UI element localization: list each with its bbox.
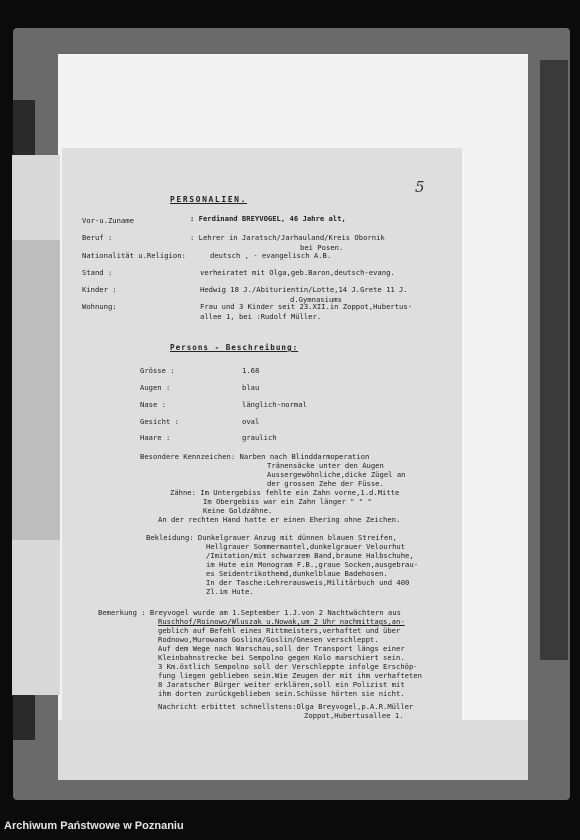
page-number: 5	[415, 178, 425, 196]
field-value: : Lehrer in Jaratsch/Jarhauland/Kreis Obornik	[190, 233, 385, 242]
remark-line: fung liegen geblieben sein.Wie Zeugen der mit ihm verhafteten	[158, 671, 422, 680]
right-binding	[540, 60, 568, 660]
desc-label: Grösse :	[140, 366, 175, 375]
field-value: bei Posen.	[300, 243, 344, 252]
field-label: Wohnung:	[82, 302, 117, 311]
remark-line: Bemerkung : Breyvogel wurde am 1.September 1.J.von 2 Nachtwächtern aus	[98, 608, 401, 617]
desc-label: Nase :	[140, 400, 166, 409]
description-title: Persons - Beschreibung:	[170, 343, 299, 352]
marks-line: An der rechten Hand hatte er einen Ehering ohne Zeichen.	[158, 515, 401, 524]
marks-line: Besondere Kennzeichen: Narben nach Blinddarmoperation	[140, 452, 370, 461]
document-title: PERSONALIEN.	[170, 195, 247, 204]
clothing-line: In der Tasche:Lehrerausweis,Militärbuch und 400	[206, 578, 410, 587]
bottom-sheet-edge	[58, 720, 528, 780]
remark-line: geblich auf Befehl eines Rittmeisters,verhaftet und über	[158, 626, 401, 635]
closing-line: Zoppot,Hubertusallee 1.	[304, 711, 404, 720]
desc-value: 1.68	[242, 366, 260, 375]
archive-credit: Archiwum Państwowe w Poznaniu	[4, 820, 184, 832]
marks-line: der grossen Zehe der Füsse.	[267, 479, 384, 488]
field-label: Nationalität u.Religion:	[82, 251, 186, 260]
remark-line: ihm dorten zurückgeblieben sein.Schüsse hörten sie nicht.	[158, 689, 405, 698]
desc-value: länglich-normal	[242, 400, 307, 409]
remark-line: 3 Km.östlich Sempolno soll der Verschleppte infolge Erschöp-	[158, 662, 418, 671]
remark-line: Kleinbahnstrecke bei Sempolno gegen Kolo marschiert sein.	[158, 653, 405, 662]
field-value: allee 1, bei :Rudolf Müller.	[200, 312, 322, 321]
field-label: Kinder :	[82, 285, 117, 294]
field-value: d.Gymnasiums	[290, 295, 342, 304]
field-label: Stand :	[82, 268, 113, 277]
remark-line: Rodnowo,Murowana Goslina/Goslin/Gnesen verschleppt.	[158, 635, 379, 644]
desc-value: graulich	[242, 433, 277, 442]
remark-line: 8 Jaratscher Bürger weiter erklären,soll ein Polizist mit	[158, 680, 405, 689]
marks-line: Im Obergebiss war ein Zahn länger " " "	[203, 497, 372, 506]
marks-line: Tränensäcke unter den Augen	[267, 461, 384, 470]
left-paper-strip-inner	[12, 240, 60, 540]
desc-value: blau	[242, 383, 260, 392]
clothing-line: /Imitation/mit schwarzem Band,braune Halbschuhe,	[206, 551, 414, 560]
field-label: Vor-u.Zuname	[82, 216, 134, 225]
marks-line: Keine Goldzähne.	[203, 506, 273, 515]
desc-label: Augen :	[140, 383, 171, 392]
field-label: Beruf :	[82, 233, 113, 242]
clothing-line: Bekleidung: Dunkelgrauer Anzug mit dünnen blauen Streifen,	[146, 533, 397, 542]
field-value: verheiratet mit Olga,geb.Baron,deutsch-evang.	[200, 268, 395, 277]
field-value: : Ferdinand BREYVOGEL, 46 Jahre alt,	[190, 214, 346, 223]
clothing-line: Zl.im Hute.	[206, 587, 254, 596]
closing-line: Nachricht erbittet schnellstens:Olga Breyvogel,p.A.R.Müller	[158, 702, 414, 711]
remark-line: Auf dem Wege nach Warschau,soll der Transport längs einer	[158, 644, 405, 653]
marks-line: Zähne: Im Untergebiss fehlte ein Zahn vorne,1.d.Mitte	[170, 488, 400, 497]
desc-label: Gesicht :	[140, 417, 179, 426]
desc-value: oval	[242, 417, 260, 426]
clothing-line: es Seidentrikothemd,dunkelblaue Badehosen.	[206, 569, 388, 578]
field-value: deutsch , - evangelisch A.B.	[210, 251, 332, 260]
remark-line: Ruschhof/Roinowo/Wluszak u.Nowak,um 2 Uhr nachmittags,an-	[158, 617, 405, 626]
field-value: Hedwig 18 J./Abiturientin/Lotte,14 J.Grete 11 J.	[200, 285, 408, 294]
desc-label: Haare :	[140, 433, 171, 442]
clothing-line: im Hute ein Monogram F.B.,graue Socken,ausgebrau-	[206, 560, 419, 569]
clothing-line: Hellgrauer Sommermantel,dunkelgrauer Velourhut	[206, 542, 406, 551]
marks-line: Aussergewöhnliche,dicke Zügel an	[267, 470, 406, 479]
document-page	[62, 148, 462, 720]
field-value: Frau und 3 Kinder seit 23.XII.in Zoppot,Hubertus-	[200, 302, 413, 311]
